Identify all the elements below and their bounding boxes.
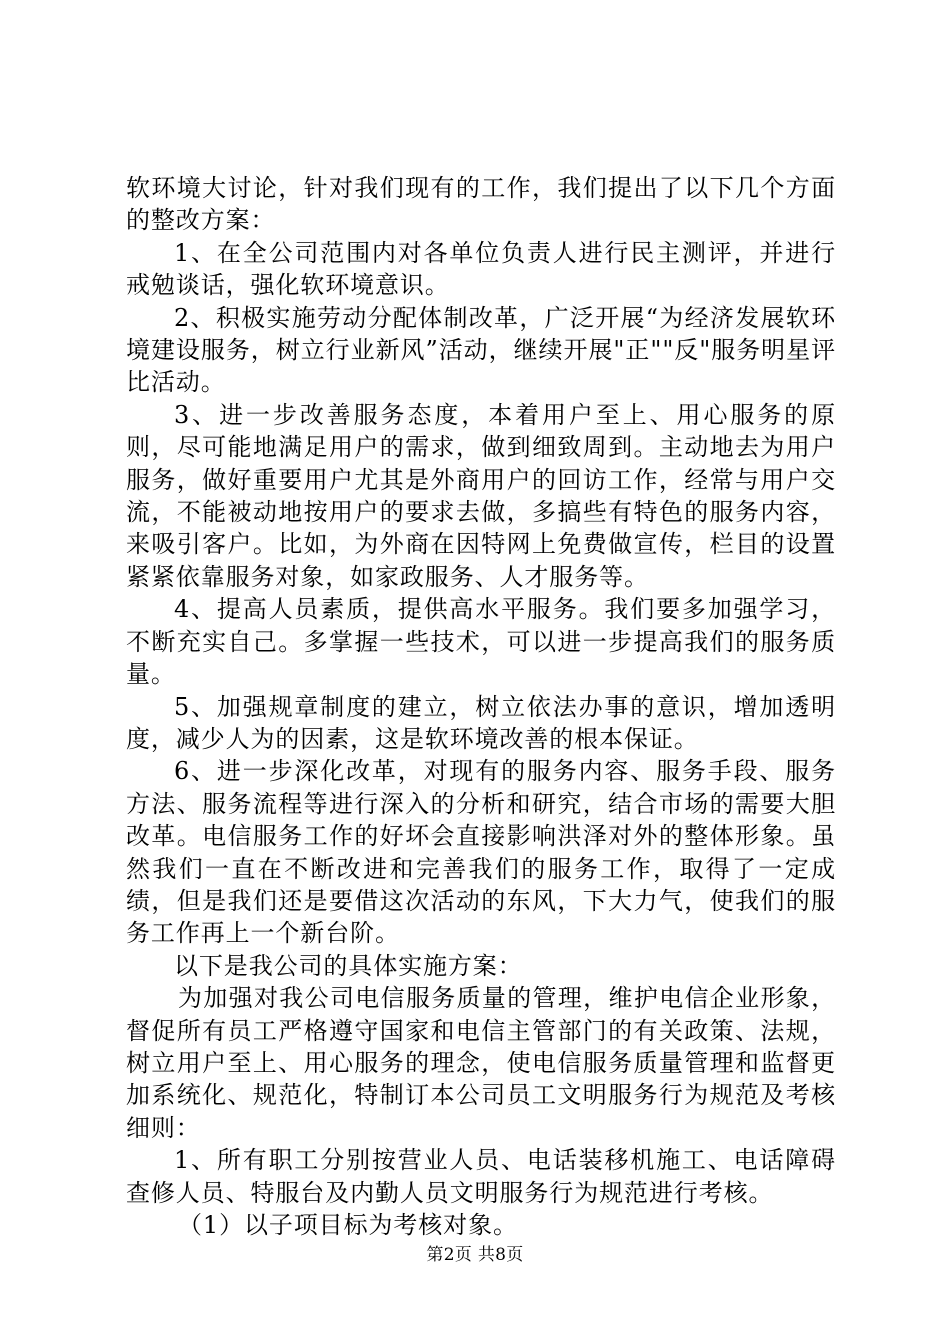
page-footer: 第2页 共8页 <box>426 1245 524 1265</box>
paragraph-intro: 软环境大讨论，针对我们现有的工作，我们提出了以下几个方面的整改方案： <box>126 174 836 235</box>
paragraph-plan-heading: 以下是我公司的具体实施方案： <box>174 951 523 980</box>
paragraph-item-3: 3、进一步改善服务态度，本着用户至上、用心服务的原则，尽可能地满足用户的需求，做到细致周到。主动地去为用户服务，做好重要用户尤其是外商用户的回访工作，经常与用户交流，不能被动地按用户的要求去做，多搞些有特色的服务内容，来吸引客户。比如，为外商在因特网上免费做宣传，栏目的设置紧紧依靠服务对象，如家政服务、人才服务等。 <box>126 400 836 591</box>
paragraph-item-4: 4、提高人员素质，提供高水平服务。我们要多加强学习，不断充实自己。多掌握一些技术，可以进一步提高我们的服务质量。 <box>126 595 836 689</box>
paragraph-item-6: 6、进一步深化改革，对现有的服务内容、服务手段、服务方法、服务流程等进行深入的分析和研究，结合市场的需要大胆改革。电信服务工作的好坏会直接影响洪泽对外的整体形象。虽然我们一直在不断改进和完善我们的服务工作，取得了一定成绩，但是我们还是要借这次活动的东风，下大力气，使我们的服务工作再上一个新台阶。 <box>126 757 836 948</box>
paragraph-plan-intro: 为加强对我公司电信服务质量的管理，维护电信企业形象，督促所有员工严格遵守国家和电信主管部门的有关政策、法规，树立用户至上、用心服务的理念，使电信服务质量管理和监督更加系统化、规范化，特制订本公司员工文明服务行为规范及考核细则： <box>126 984 836 1142</box>
paragraph-item-5: 5、加强规章制度的建立，树立依法办事的意识，增加透明度，减少人为的因素，这是软环境改善的根本保证。 <box>126 692 836 753</box>
paragraph-rule-1: 1、所有职工分别按营业人员、电话装移机施工、电话障碍查修人员、特服台及内勤人员文明服务行为规范进行考核。 <box>126 1146 836 1207</box>
paragraph-item-1: 1、在全公司范围内对各单位负责人进行民主测评，并进行戒勉谈话，强化软环境意识。 <box>126 238 836 300</box>
document-body <box>126 172 836 1241</box>
paragraph-item-2: 2、积极实施劳动分配体制改革，广泛开展“为经济发展软环境建设服务，树立行业新风”活动，继续开展"正""反"服务明星评比活动。 <box>126 303 836 397</box>
paragraph-rule-1-sub-1: （1）以子项目标为考核对象。 <box>178 1211 518 1239</box>
